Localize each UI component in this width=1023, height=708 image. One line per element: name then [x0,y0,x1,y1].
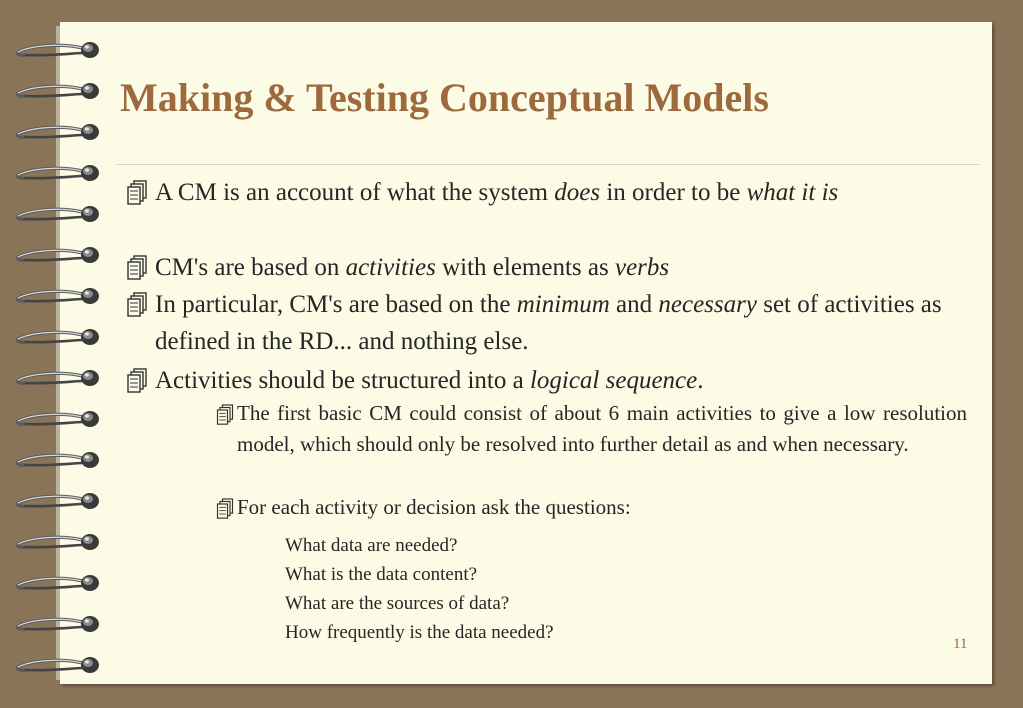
emphasis: activities [345,254,436,281]
text-run: Activities should be structured into a [155,367,530,394]
sub-bullet-text: For each activity or decision ask the questions: [237,495,631,519]
notebook-stack-icon [125,180,149,206]
text-run: set of activities as defined in the RD... and nothing else. [155,291,942,355]
text-run: with elements as [435,254,615,281]
spiral-ring [12,159,104,189]
page-number: 11 [953,636,968,652]
slide-title: Making & Testing Conceptual Models [120,75,769,120]
bullet-item [125,174,975,211]
bullet-item [125,249,975,286]
spiral-ring [12,569,104,599]
text-run: and [609,291,659,318]
notebook-page [60,22,992,684]
bullet-item [125,362,975,399]
question-line: How frequently is the data needed? [285,622,554,643]
spiral-binding [12,36,104,676]
spiral-ring [12,323,104,353]
text-run: CM's are based on [155,254,346,281]
spiral-ring [12,200,104,230]
spiral-ring [12,405,104,435]
spiral-ring [12,487,104,517]
spiral-ring [12,610,104,640]
text-run: A CM is an account of what the system [155,179,555,206]
notebook-stack-icon [125,255,149,281]
text-run: . [697,367,704,394]
emphasis: logical sequence [529,367,698,394]
emphasis: necessary [658,291,757,318]
spiral-ring [12,651,104,681]
emphasis: what it is [746,179,839,206]
sub-bullet-item [215,398,967,460]
spiral-ring [12,282,104,312]
spiral-ring [12,528,104,558]
emphasis: verbs [614,254,670,281]
emphasis: minimum [516,291,610,318]
text-run: In particular, CM's are based on the [155,291,517,318]
bullet-text [125,174,975,211]
sub-bullet-item [215,492,967,523]
notebook-stack-icon [215,404,235,426]
question-line: What are the sources of data? [285,593,510,614]
spiral-ring [12,241,104,271]
spiral-ring [12,364,104,394]
spiral-ring [12,77,104,107]
question-line: What is the data content? [285,564,478,585]
notebook-stack-icon [125,368,149,394]
bullet-text [125,249,975,286]
notebook-stack-icon [215,498,235,520]
bullet-text [125,286,975,360]
bullet-text [125,362,975,399]
spiral-ring [12,446,104,476]
spiral-ring [12,118,104,148]
question-line: What data are needed? [285,535,458,556]
bullet-item [125,286,975,360]
title-divider [116,164,980,165]
spiral-ring [12,36,104,66]
text-run: in order to be [600,179,747,206]
emphasis: does [554,179,601,206]
notebook-stack-icon [125,292,149,318]
sub-bullet-text: The first basic CM could consist of about 6 main activities to give a low resolution model, which should only be resolved into further detail as and when necessary. [237,401,967,456]
